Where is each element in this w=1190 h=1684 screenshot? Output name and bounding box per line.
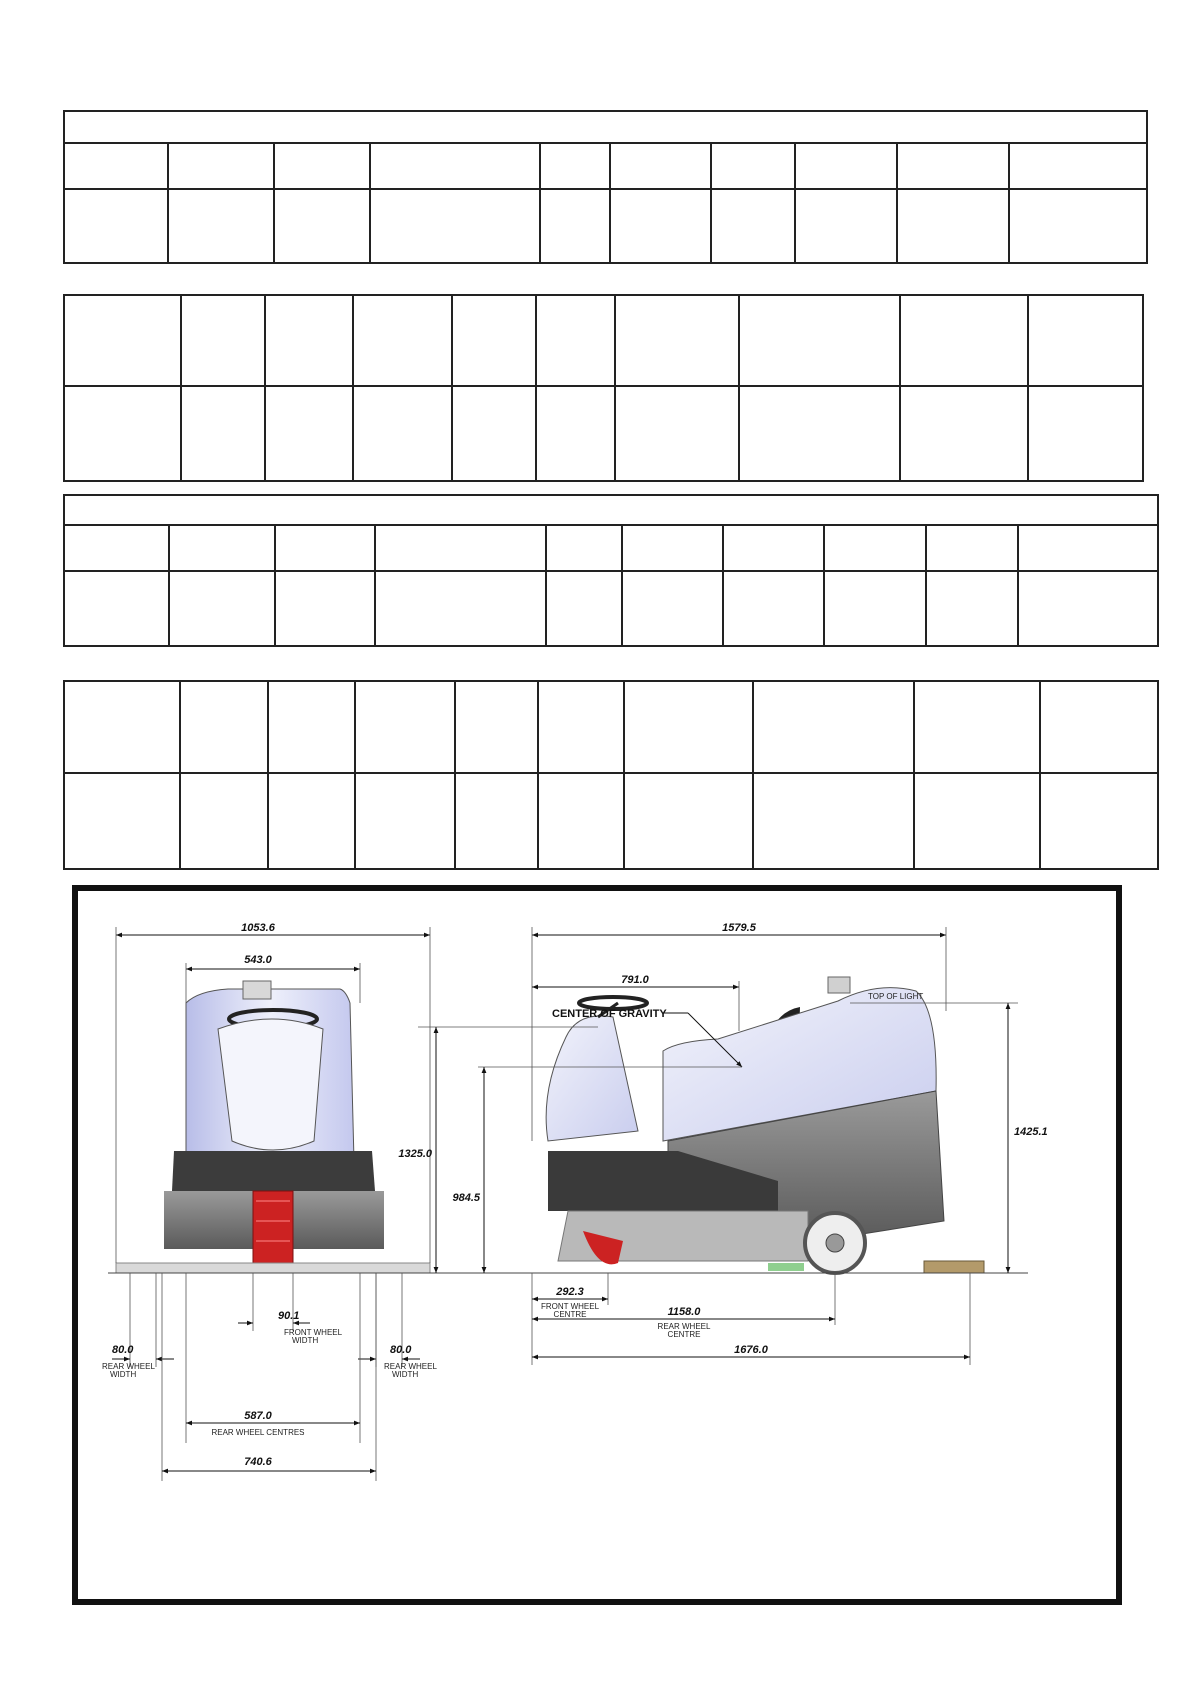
label-rear-wheel-width-left-1: REAR WHEEL: [102, 1362, 155, 1371]
table-cell: [824, 525, 926, 571]
dim-height-overall: 1325.0: [398, 1148, 432, 1160]
dim-front-wheel-width: 90.1: [278, 1310, 300, 1322]
table-cell: [624, 773, 753, 869]
table-cell: [64, 525, 169, 571]
table-cell: [370, 189, 540, 263]
table-cell: [265, 295, 353, 386]
table-cell: [353, 295, 452, 386]
spec-table-1: [63, 110, 1148, 264]
table-cell: [169, 571, 275, 646]
table-cell: [538, 773, 624, 869]
dim-height-cog: 984.5: [452, 1192, 480, 1204]
dim-center-of-gravity-offset: 791.0: [621, 974, 649, 986]
label-rear-wheel-centre-2: CENTRE: [667, 1330, 701, 1339]
dim-rear-wheel-centres: 587.0: [244, 1410, 272, 1422]
drawing-canvas: [78, 891, 1116, 1599]
dim-height-top-of-light: 1425.1: [1014, 1126, 1048, 1138]
table-cell: [168, 189, 274, 263]
table-cell: [64, 571, 169, 646]
dim-overall-length-top: 1579.5: [722, 922, 756, 934]
table-cell: [455, 681, 538, 773]
table-cell: [1028, 295, 1143, 386]
table-cell: [540, 143, 610, 189]
table-cell: [275, 525, 375, 571]
label-top-of-light: TOP OF LIGHT: [868, 992, 924, 1001]
table-cell: [1018, 571, 1158, 646]
table-cell: [615, 386, 739, 481]
table-cell: [624, 681, 753, 773]
table-cell: [723, 571, 824, 646]
table-cell: [64, 773, 180, 869]
label-front-wheel-width-1: FRONT WHEEL: [284, 1328, 343, 1337]
table-cell: [546, 571, 622, 646]
table-cell: [452, 295, 536, 386]
table-cell: [739, 295, 900, 386]
table-cell: [1009, 143, 1147, 189]
table-cell: [64, 295, 181, 386]
table-cell: [375, 525, 546, 571]
table-cell: [753, 773, 914, 869]
spec-table-3: [63, 494, 1159, 647]
table-cell: [897, 143, 1009, 189]
table-cell: [64, 189, 168, 263]
table-cell: [897, 189, 1009, 263]
table-cell: [795, 143, 897, 189]
table-cell: [64, 681, 180, 773]
label-front-wheel-width-2: WIDTH: [292, 1336, 319, 1345]
label-front-wheel-centre-2: CENTRE: [553, 1310, 587, 1319]
front-machine-illustration: [116, 981, 430, 1273]
spec-table-4: [63, 680, 1159, 870]
label-center-of-gravity: CENTER OF GRAVITY: [552, 1008, 667, 1020]
table-cell: [711, 189, 795, 263]
table-cell: [180, 773, 268, 869]
table-cell: [180, 681, 268, 773]
table-cell: [1018, 525, 1158, 571]
table-cell: [546, 525, 622, 571]
table-cell: [274, 189, 370, 263]
table-cell: [540, 189, 610, 263]
dim-front-wheel-centre: 292.3: [556, 1286, 584, 1298]
table-cell: [914, 773, 1040, 869]
table-cell: [64, 386, 181, 481]
table-cell: [355, 681, 455, 773]
table-cell: [536, 295, 615, 386]
table-cell: [370, 143, 540, 189]
table-cell: [1040, 681, 1158, 773]
table-cell: [274, 143, 370, 189]
dimension-drawing: [72, 885, 1122, 1605]
table-cell: [900, 386, 1028, 481]
table-cell: [926, 571, 1018, 646]
label-rear-wheel-centre-1: REAR WHEEL: [657, 1322, 711, 1331]
side-view: [398, 922, 1047, 1365]
table-cell: [1028, 386, 1143, 481]
front-view: [102, 922, 438, 1481]
table-cell: [753, 681, 914, 773]
table-cell: [1009, 189, 1147, 263]
table-cell: [265, 386, 353, 481]
table-cell: [610, 189, 711, 263]
dim-track-width: 740.6: [244, 1456, 272, 1468]
label-rear-wheel-centres: REAR WHEEL CENTRES: [211, 1428, 305, 1437]
table-cell: [375, 571, 546, 646]
dim-overall-length-bottom: 1676.0: [734, 1344, 768, 1356]
table-cell: [1040, 773, 1158, 869]
table-cell: [615, 295, 739, 386]
dim-rear-wheel-width-left: 80.0: [112, 1344, 134, 1356]
table-cell: [622, 571, 723, 646]
table-title-cell: [64, 495, 1158, 525]
table-cell: [795, 189, 897, 263]
label-rear-wheel-width-right-1: REAR WHEEL: [384, 1362, 437, 1371]
dim-rear-wheel-width-right: 80.0: [390, 1344, 412, 1356]
table-cell: [181, 386, 265, 481]
label-rear-wheel-width-right-2: WIDTH: [392, 1370, 419, 1379]
dim-top-width: 543.0: [244, 954, 272, 966]
label-front-wheel-centre-1: FRONT WHEEL: [540, 1302, 600, 1311]
table-cell: [455, 773, 538, 869]
label-rear-wheel-width-left-2: WIDTH: [110, 1370, 137, 1379]
table-cell: [452, 386, 536, 481]
side-machine-illustration: [546, 977, 984, 1273]
table-cell: [169, 525, 275, 571]
table-cell: [900, 295, 1028, 386]
table-cell: [739, 386, 900, 481]
spec-table-2: [63, 294, 1144, 482]
table-cell: [353, 386, 452, 481]
table-cell: [64, 143, 168, 189]
table-cell: [723, 525, 824, 571]
table-cell: [275, 571, 375, 646]
table-cell: [268, 773, 355, 869]
table-cell: [268, 681, 355, 773]
dim-overall-width: 1053.6: [241, 922, 275, 934]
table-cell: [824, 571, 926, 646]
table-cell: [355, 773, 455, 869]
table-cell: [622, 525, 723, 571]
table-cell: [926, 525, 1018, 571]
table-cell: [536, 386, 615, 481]
table-title-cell: [64, 111, 1147, 143]
table-cell: [538, 681, 624, 773]
dim-rear-wheel-centre: 1158.0: [667, 1306, 701, 1318]
table-cell: [181, 295, 265, 386]
table-cell: [168, 143, 274, 189]
table-cell: [610, 143, 711, 189]
table-cell: [914, 681, 1040, 773]
table-cell: [711, 143, 795, 189]
